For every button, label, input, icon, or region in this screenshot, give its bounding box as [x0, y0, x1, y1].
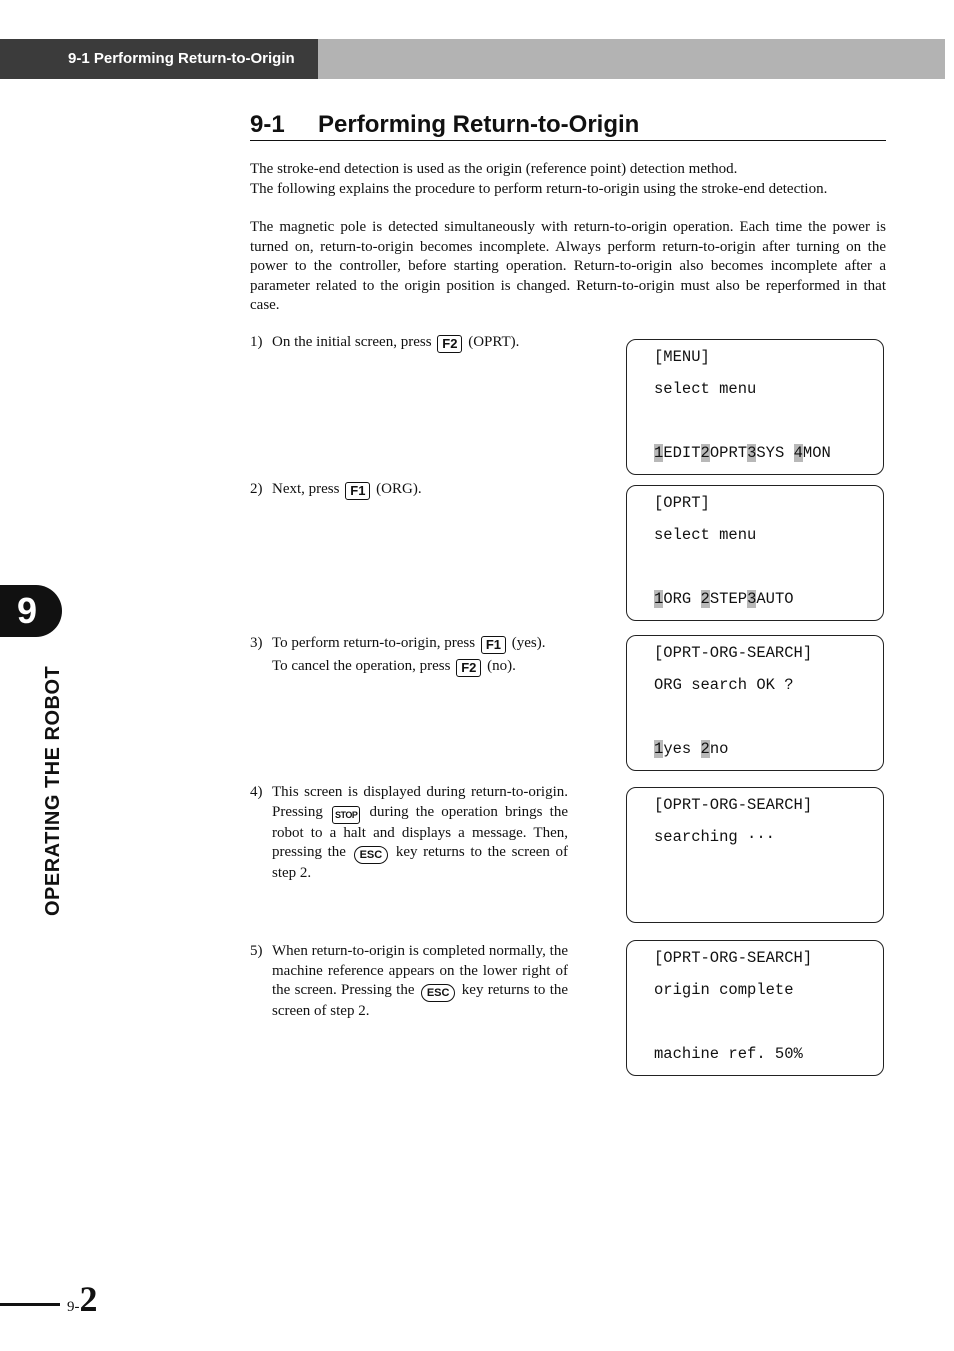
- screen-line: [MENU]: [654, 348, 710, 366]
- screen-line: ORG search OK ?: [654, 676, 794, 694]
- step-text: This screen is displayed during return-to-origin. Pressing: [272, 784, 568, 820]
- menu-key-2: 2: [700, 590, 710, 608]
- esc-key-icon: ESC: [354, 846, 389, 864]
- menu-key-3: 3: [747, 590, 757, 608]
- step-text: (no).: [487, 658, 516, 674]
- screen-line: [OPRT-ORG-SEARCH]: [654, 644, 813, 662]
- menu-key-1: 1: [654, 444, 664, 462]
- screen-menu-line: [654, 444, 831, 462]
- chapter-tab: 9: [0, 585, 62, 637]
- step-text: To cancel the operation, press: [272, 658, 451, 674]
- section-title-text: Performing Return-to-Origin: [318, 111, 640, 138]
- header-section-tab: 9-1 Performing Return-to-Origin: [0, 39, 318, 79]
- menu-key-1: 1: [654, 740, 664, 758]
- menu-label: yes: [663, 740, 701, 758]
- menu-key-4: 4: [793, 444, 803, 462]
- step-text: key returns to the screen of step 2.: [272, 982, 569, 1019]
- section-number: 9-1: [250, 111, 285, 138]
- step-2: [250, 480, 568, 500]
- machine-ref-readout: machine ref. 50%: [654, 1045, 803, 1063]
- f1-key-icon: F1: [481, 636, 506, 654]
- lcd-screen-menu: [626, 339, 884, 475]
- step-number: 5): [250, 943, 263, 959]
- step-text: To perform return-to-origin, press: [272, 635, 476, 651]
- page-prefix: 9-: [67, 1299, 80, 1315]
- step-text: When return-to-origin is completed normally, the machine reference appears on the lower right of the screen. Pressing the: [272, 943, 568, 998]
- step-text: Next, press: [272, 481, 340, 497]
- screen-line: [OPRT-ORG-SEARCH]: [654, 949, 813, 967]
- step-number: 3): [250, 635, 263, 651]
- intro-line-2: The following explains the procedure to perform return-to-origin using the stroke-end detection.: [250, 180, 828, 197]
- menu-label: ORG: [663, 590, 701, 608]
- step-text: On the initial screen, press: [272, 334, 432, 350]
- step-text: (yes).: [511, 635, 546, 651]
- step-text: (ORG).: [376, 481, 422, 497]
- intro-paragraph-2: The magnetic pole is detected simultaneously with return-to-origin operation. Each time the power is turned on, return-to-origin becomes incomplete. Always perform return-to-origin after turning on the power to the controller, before starting operation. Return-to-origin also becomes incomplete after a parameter related to the origin position is changed. Return-to-origin must also be reperformed in that case.: [250, 219, 886, 313]
- step-text: (OPRT).: [468, 334, 520, 350]
- screen-line: searching ···: [654, 828, 775, 846]
- screen-line: [OPRT-ORG-SEARCH]: [654, 796, 813, 814]
- page-number: [67, 1278, 98, 1320]
- menu-label: SYS: [756, 444, 794, 462]
- menu-label: no: [709, 740, 729, 758]
- step-number: 4): [250, 784, 263, 800]
- lcd-screen-origin-complete: [626, 940, 884, 1076]
- lcd-screen-org-confirm: [626, 635, 884, 771]
- menu-key-2: 2: [700, 444, 710, 462]
- step-5: [250, 942, 568, 1022]
- step-3: [250, 632, 568, 678]
- stop-key-icon: STOP: [332, 806, 360, 824]
- intro-line-1: The stroke-end detection is used as the origin (reference point) detection method.: [250, 161, 738, 177]
- step-number: 2): [250, 481, 263, 497]
- menu-key-2: 2: [700, 740, 710, 758]
- menu-key-1: 1: [654, 590, 664, 608]
- menu-label: AUTO: [756, 590, 794, 608]
- section-title: [250, 108, 886, 141]
- intro-paragraph-1: [250, 160, 886, 199]
- screen-line: select menu: [654, 380, 757, 398]
- lcd-screen-searching: [626, 787, 884, 923]
- step-text: during the operation brings the robot to a halt and displays a message. Then, pressing the: [272, 803, 568, 860]
- menu-label: MON: [802, 444, 831, 462]
- step-text: key returns to the screen of step 2.: [272, 844, 569, 881]
- lcd-screen-oprt: [626, 485, 884, 621]
- screen-menu-line: [654, 740, 728, 758]
- f2-key-icon: F2: [456, 659, 481, 677]
- page-value: 2: [79, 1279, 98, 1319]
- menu-label: OPRT: [709, 444, 748, 462]
- menu-label: EDIT: [663, 444, 701, 462]
- screen-line: origin complete: [654, 981, 794, 999]
- f2-key-icon: F2: [437, 335, 462, 353]
- footer-rule: [0, 1303, 60, 1306]
- screen-line: select menu: [654, 526, 757, 544]
- menu-label: STEP: [709, 590, 748, 608]
- chapter-title-vertical: OPERATING THE ROBOT: [42, 665, 64, 916]
- f1-key-icon: F1: [345, 482, 370, 500]
- step-4: [250, 783, 568, 884]
- screen-menu-line: [654, 590, 794, 608]
- menu-key-3: 3: [747, 444, 757, 462]
- step-number: 1): [250, 334, 263, 350]
- esc-key-icon: ESC: [421, 984, 456, 1002]
- screen-line: [OPRT]: [654, 494, 710, 512]
- step-1: [250, 333, 568, 353]
